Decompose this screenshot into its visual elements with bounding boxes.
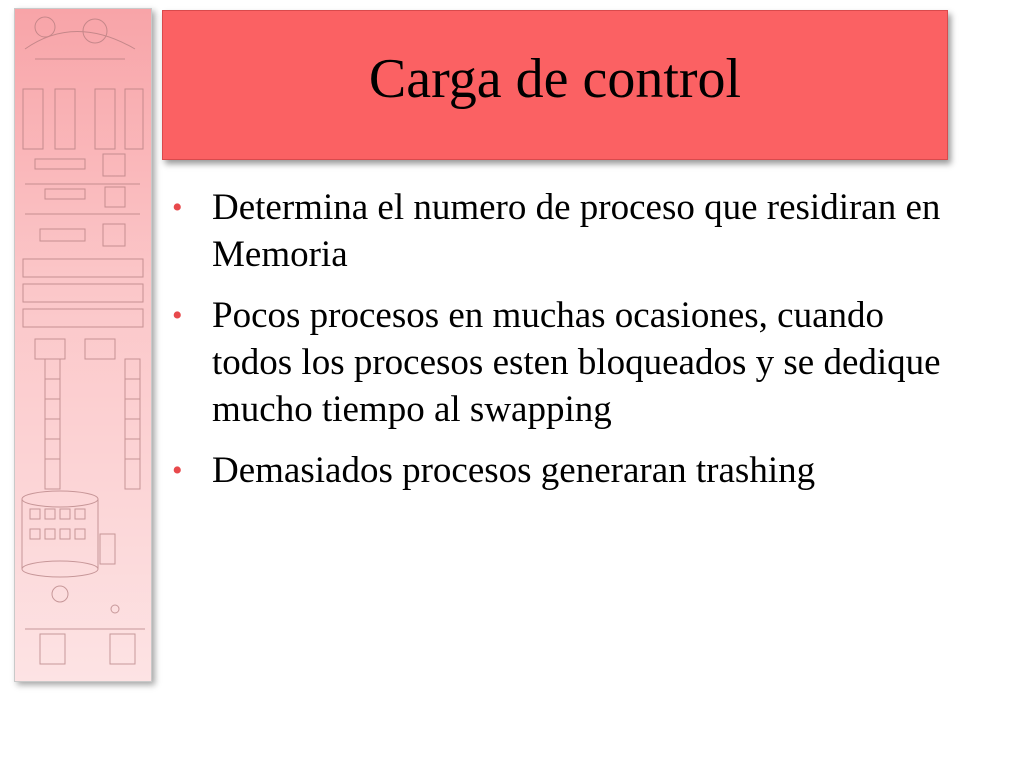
bullet-text: Determina el numero de proceso que residiran en Memoria: [212, 187, 941, 275]
bullet-text: Pocos procesos en muchas ocasiones, cuando todos los procesos esten bloqueados y se dedique mucho tiempo al swapping: [212, 295, 941, 430]
list-item: [166, 184, 966, 278]
process-diagram-decoration: [15, 9, 151, 681]
list-item: [166, 292, 966, 433]
bullet-dot-icon: •: [172, 191, 183, 224]
decorative-diagram-panel: [14, 8, 152, 682]
bullet-dot-icon: •: [172, 454, 183, 487]
bullet-dot-icon: •: [172, 299, 183, 332]
slide-title: Carga de control: [368, 48, 742, 110]
bullet-text: Demasiados procesos generaran trashing: [212, 450, 816, 491]
bullet-list: [166, 184, 966, 508]
title-banner: [162, 10, 948, 160]
list-item: [166, 447, 966, 494]
